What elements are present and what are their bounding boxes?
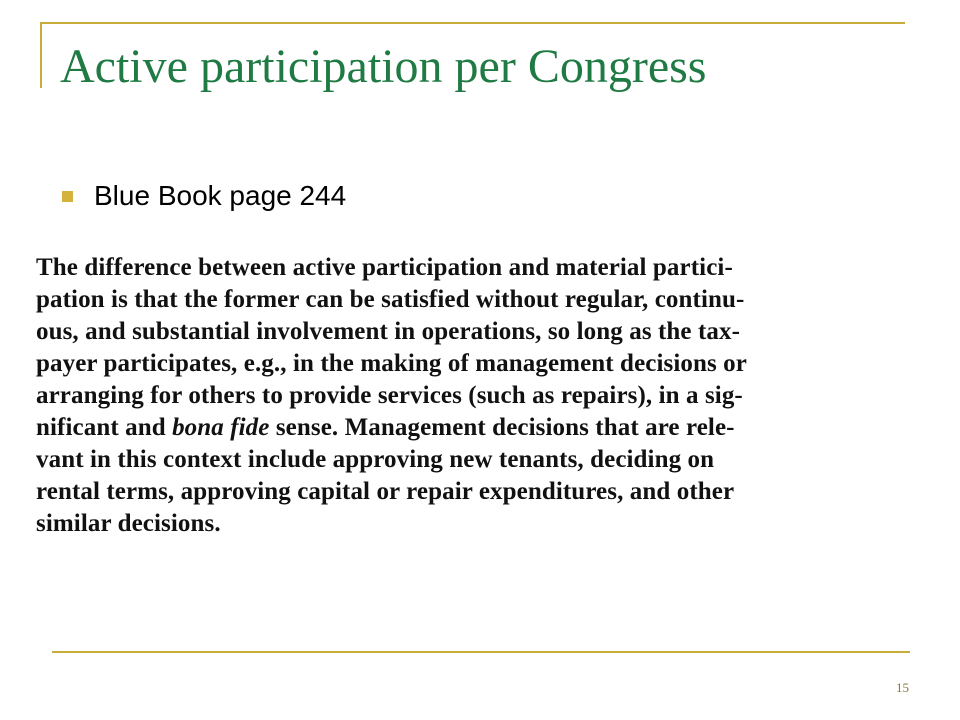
excerpt-line — [36, 412, 931, 444]
excerpt-line: similar decisions. — [36, 510, 221, 537]
excerpt-line: ous, and substantial involvement in operations, so long as the tax- — [36, 318, 741, 345]
frame-top-rule — [40, 22, 905, 24]
excerpt-line: pation is that the former can be satisfied without regular, continu- — [36, 286, 745, 313]
square-bullet-icon — [62, 191, 73, 202]
bullet-item — [62, 176, 346, 216]
excerpt-line: vant in this context include approving new tenants, deciding on — [36, 446, 715, 473]
slide-title: Active participation per Congress — [60, 40, 707, 93]
excerpt-line: rental terms, approving capital or repair expenditures, and other — [36, 478, 735, 505]
excerpt-italic-term: bona fide — [172, 414, 270, 441]
excerpt-line: arranging for others to provide services (such as repairs), in a sig- — [36, 382, 743, 409]
page-number: 15 — [896, 680, 909, 695]
bullet-text: Blue Book page 244 — [94, 180, 347, 211]
excerpt-text: nificant and — [36, 414, 173, 441]
scanned-excerpt — [36, 252, 931, 542]
excerpt-text: sense. Management decisions that are rele- — [269, 414, 735, 441]
excerpt-line: payer participates, e.g., in the making of management decisions or — [36, 350, 747, 377]
excerpt-line: The difference between active participation and material partici- — [36, 254, 733, 281]
footer-rule — [52, 651, 910, 653]
frame-left-rule — [40, 22, 42, 88]
